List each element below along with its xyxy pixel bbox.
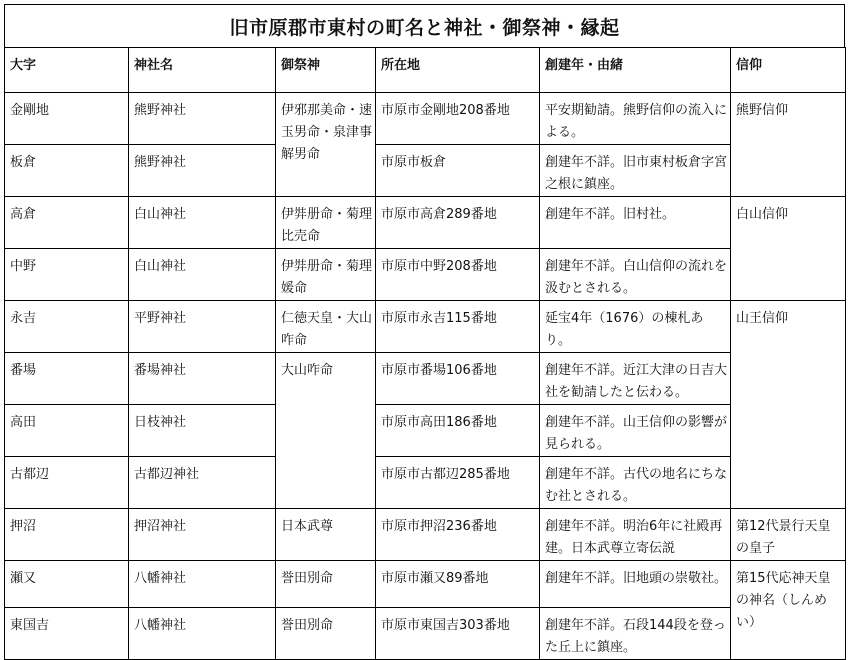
cell-history[interactable]: 創建年不詳。旧村社。 <box>540 197 731 249</box>
cell-oaza[interactable]: 中野 <box>5 249 129 301</box>
table-row <box>5 145 846 197</box>
cell-shrine[interactable]: 白山神社 <box>129 197 276 249</box>
cell-shrine[interactable]: 番場神社 <box>129 353 276 405</box>
header-history[interactable]: 創建年・由緒 <box>540 48 731 93</box>
table-row <box>5 608 846 660</box>
cell-oaza[interactable]: 古都辺 <box>5 457 129 509</box>
header-address[interactable]: 所在地 <box>376 48 540 93</box>
header-deity[interactable]: 御祭神 <box>276 48 376 93</box>
cell-address[interactable]: 市原市金剛地208番地 <box>376 93 540 145</box>
cell-history[interactable]: 創建年不詳。古代の地名にちなむ社とされる。 <box>540 457 731 509</box>
cell-history[interactable]: 創建年不詳。白山信仰の流れを汲むとされる。 <box>540 249 731 301</box>
table-row <box>5 457 846 509</box>
cell-faith[interactable]: 白山信仰 <box>731 197 846 301</box>
shrine-table <box>4 47 846 660</box>
cell-deity[interactable]: 大山咋命 <box>276 353 376 509</box>
cell-history[interactable]: 創建年不詳。石段144段を登った丘上に鎮座。 <box>540 608 731 660</box>
cell-shrine[interactable]: 古都辺神社 <box>129 457 276 509</box>
table-row <box>5 509 846 561</box>
cell-faith[interactable]: 第15代応神天皇の神名（しんめい） <box>731 561 846 660</box>
cell-address[interactable]: 市原市永吉115番地 <box>376 301 540 353</box>
table-title: 旧市原郡市東村の町名と神社・御祭神・縁起 <box>4 4 845 48</box>
cell-address[interactable]: 市原市板倉 <box>376 145 540 197</box>
cell-oaza[interactable]: 高田 <box>5 405 129 457</box>
cell-history[interactable]: 創建年不詳。近江大津の日吉大社を勧請したと伝わる。 <box>540 353 731 405</box>
table-row <box>5 197 846 249</box>
cell-oaza[interactable]: 瀬又 <box>5 561 129 608</box>
cell-address[interactable]: 市原市高田186番地 <box>376 405 540 457</box>
header-row <box>5 48 846 93</box>
header-oaza[interactable]: 大字 <box>5 48 129 93</box>
table-row <box>5 93 846 145</box>
cell-history[interactable]: 創建年不詳。明治6年に社殿再建。日本武尊立寄伝説 <box>540 509 731 561</box>
cell-faith[interactable]: 第12代景行天皇の皇子 <box>731 509 846 561</box>
cell-deity[interactable]: 伊弉册命・菊理媛命 <box>276 249 376 301</box>
cell-address[interactable]: 市原市東国吉303番地 <box>376 608 540 660</box>
cell-deity[interactable]: 伊邪那美命・速玉男命・泉津事解男命 <box>276 93 376 197</box>
cell-oaza[interactable]: 東国吉 <box>5 608 129 660</box>
cell-oaza[interactable]: 番場 <box>5 353 129 405</box>
table-row <box>5 353 846 405</box>
cell-history[interactable]: 延宝4年（1676）の棟札あり。 <box>540 301 731 353</box>
header-shrine[interactable]: 神社名 <box>129 48 276 93</box>
cell-shrine[interactable]: 平野神社 <box>129 301 276 353</box>
cell-address[interactable]: 市原市中野208番地 <box>376 249 540 301</box>
cell-shrine[interactable]: 八幡神社 <box>129 608 276 660</box>
cell-history[interactable]: 創建年不詳。旧地頭の崇敬社。 <box>540 561 731 608</box>
cell-history[interactable]: 創建年不詳。山王信仰の影響が見られる。 <box>540 405 731 457</box>
cell-faith[interactable]: 山王信仰 <box>731 301 846 509</box>
cell-shrine[interactable]: 日枝神社 <box>129 405 276 457</box>
cell-deity[interactable]: 仁徳天皇・大山咋命 <box>276 301 376 353</box>
cell-oaza[interactable]: 高倉 <box>5 197 129 249</box>
cell-address[interactable]: 市原市古都辺285番地 <box>376 457 540 509</box>
cell-address[interactable]: 市原市番場106番地 <box>376 353 540 405</box>
cell-shrine[interactable]: 押沼神社 <box>129 509 276 561</box>
cell-address[interactable]: 市原市高倉289番地 <box>376 197 540 249</box>
cell-shrine[interactable]: 白山神社 <box>129 249 276 301</box>
cell-history[interactable]: 平安期勧請。熊野信仰の流入による。 <box>540 93 731 145</box>
cell-oaza[interactable]: 板倉 <box>5 145 129 197</box>
table-row <box>5 249 846 301</box>
cell-faith[interactable]: 熊野信仰 <box>731 93 846 197</box>
cell-shrine[interactable]: 熊野神社 <box>129 93 276 145</box>
table-row <box>5 405 846 457</box>
table-row <box>5 561 846 608</box>
cell-deity[interactable]: 誉田別命 <box>276 608 376 660</box>
cell-oaza[interactable]: 押沼 <box>5 509 129 561</box>
cell-oaza[interactable]: 金剛地 <box>5 93 129 145</box>
cell-deity[interactable]: 伊弉册命・菊理比売命 <box>276 197 376 249</box>
cell-shrine[interactable]: 熊野神社 <box>129 145 276 197</box>
cell-deity[interactable]: 誉田別命 <box>276 561 376 608</box>
cell-address[interactable]: 市原市瀬又89番地 <box>376 561 540 608</box>
header-faith[interactable]: 信仰 <box>731 48 846 93</box>
table-row <box>5 301 846 353</box>
cell-history[interactable]: 創建年不詳。旧市東村板倉字宮之根に鎮座。 <box>540 145 731 197</box>
cell-deity[interactable]: 日本武尊 <box>276 509 376 561</box>
cell-oaza[interactable]: 永吉 <box>5 301 129 353</box>
cell-shrine[interactable]: 八幡神社 <box>129 561 276 608</box>
cell-address[interactable]: 市原市押沼236番地 <box>376 509 540 561</box>
